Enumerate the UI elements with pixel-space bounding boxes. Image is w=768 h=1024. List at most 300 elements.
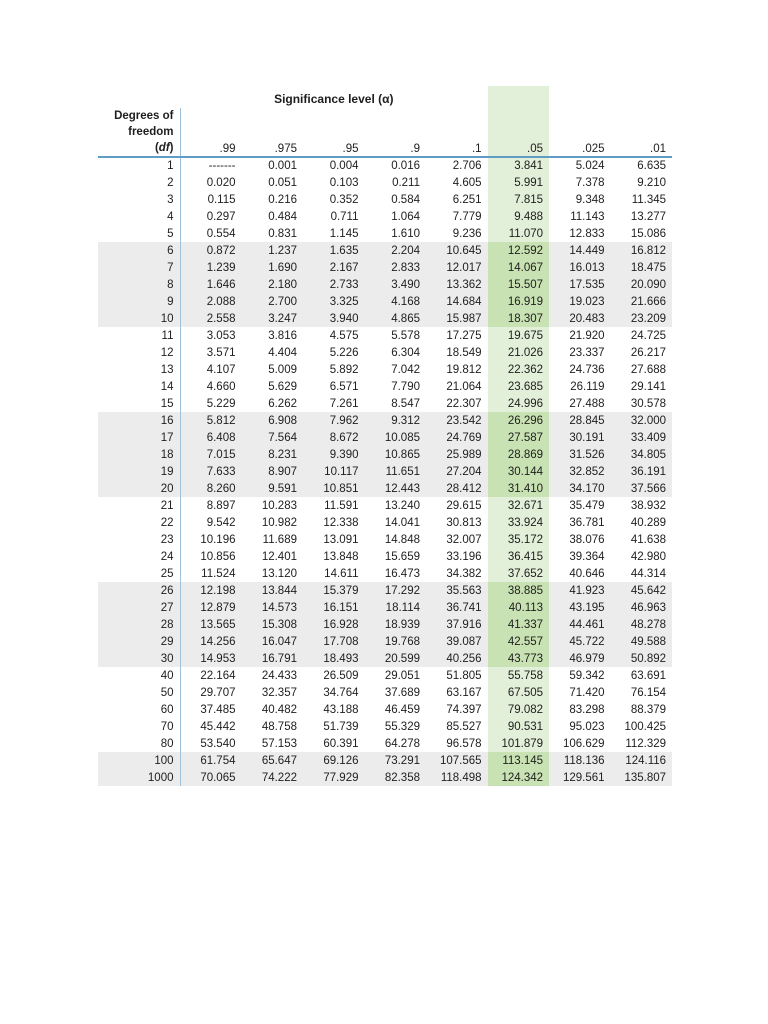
value-cell: 23.685 (488, 378, 550, 395)
df-cell: 22 (98, 514, 180, 531)
value-cell: 6.635 (637, 160, 667, 172)
value-cell: 7.015 (180, 446, 242, 463)
value-cell: 23.542 (426, 412, 488, 429)
value-cell: 10.117 (303, 463, 365, 480)
value-cell: 1.237 (242, 242, 304, 259)
table-row (98, 548, 672, 565)
value-cell: 46.963 (611, 599, 673, 616)
value-cell: 10.851 (303, 480, 365, 497)
value-cell: 11.689 (262, 533, 297, 546)
value-cell: 32.671 (488, 497, 550, 514)
value-cell: 1.646 (180, 276, 242, 293)
value-cell: 21.666 (611, 293, 673, 310)
value-cell: 9.210 (637, 176, 667, 189)
value-cell: 16.919 (488, 293, 550, 310)
value-cell: 113.145 (488, 752, 550, 769)
value-cell: 36.781 (569, 516, 605, 529)
value-cell: 22.164 (200, 669, 236, 682)
value-cell: 10.645 (426, 242, 488, 259)
value-cell: 0.584 (391, 193, 420, 206)
value-cell: 16.928 (303, 616, 365, 633)
value-cell: 25.989 (426, 446, 488, 463)
value-cell: 16.047 (242, 633, 304, 650)
column-header-row (98, 108, 672, 156)
value-cell: 14.848 (384, 533, 420, 546)
value-cell: 10.085 (365, 429, 427, 446)
value-cell: 30.191 (549, 429, 611, 446)
value-cell: 16.791 (242, 650, 304, 667)
value-cell: 0.211 (392, 176, 420, 189)
value-cell: 129.561 (549, 769, 611, 786)
value-cell: 37.652 (488, 565, 550, 582)
table-row (98, 616, 672, 633)
alpha-header-6: .025 (582, 143, 605, 155)
value-cell: 12.443 (365, 480, 427, 497)
value-cell: 101.879 (488, 735, 550, 752)
value-cell: 15.308 (242, 616, 304, 633)
value-cell: 36.191 (611, 463, 673, 480)
table-row (98, 446, 672, 463)
value-cell: 13.091 (323, 533, 359, 546)
table-row (98, 225, 672, 242)
df-cell: 100 (98, 752, 180, 769)
value-cell: 40.482 (261, 703, 297, 716)
value-cell: 3.325 (303, 293, 365, 310)
value-cell: 82.358 (365, 769, 427, 786)
df-cell: 3 (98, 191, 180, 208)
value-cell: 107.565 (426, 752, 488, 769)
value-cell: 88.379 (630, 703, 667, 716)
value-cell: 2.833 (365, 259, 427, 276)
df-cell: 16 (98, 412, 180, 429)
value-cell: 45.722 (549, 633, 611, 650)
df-cell: 11 (98, 327, 180, 344)
df-cell: 19 (98, 463, 180, 480)
value-cell: 49.588 (611, 633, 673, 650)
value-cell: 61.754 (180, 752, 242, 769)
value-cell: 12.879 (180, 599, 242, 616)
value-cell: 21.920 (569, 329, 605, 342)
df-cell: 50 (98, 684, 180, 701)
df-cell: 27 (98, 599, 180, 616)
table-row (98, 429, 672, 446)
value-cell: 0.020 (206, 176, 236, 189)
value-cell: 0.831 (268, 227, 297, 240)
value-cell: 3.490 (365, 276, 427, 293)
value-cell: 4.575 (329, 329, 359, 342)
value-cell: 33.924 (488, 514, 550, 531)
df-cell: 4 (98, 208, 180, 225)
title-spacer (98, 86, 180, 108)
value-cell: 14.041 (384, 516, 420, 529)
table-row (98, 599, 672, 616)
chi-square-table-container (98, 86, 672, 786)
value-cell: 32.357 (261, 686, 297, 699)
value-cell: 2.088 (180, 293, 242, 310)
value-cell: 44.314 (630, 567, 667, 580)
value-cell: 40.289 (630, 516, 667, 529)
value-cell: 3.247 (242, 310, 304, 327)
value-cell: 7.779 (452, 210, 482, 223)
table-row (98, 718, 672, 735)
df-cell: 15 (98, 395, 180, 412)
value-cell: 37.566 (611, 480, 673, 497)
value-cell: 8.260 (180, 480, 242, 497)
value-cell: 0.554 (206, 227, 236, 240)
value-cell: 11.651 (365, 463, 427, 480)
value-cell: 24.769 (426, 429, 488, 446)
value-cell: 15.086 (630, 227, 667, 240)
value-cell: 64.278 (384, 737, 420, 750)
value-cell: 33.196 (446, 550, 482, 563)
table-row (98, 276, 672, 293)
value-cell: 40.113 (488, 599, 550, 616)
value-cell: 13.120 (261, 567, 297, 580)
value-cell: 5.229 (206, 397, 236, 410)
value-cell: 6.571 (329, 380, 359, 393)
table-body (98, 157, 672, 786)
value-cell: 43.773 (488, 650, 550, 667)
value-cell: 2.700 (242, 293, 304, 310)
value-cell: 118.498 (426, 769, 488, 786)
value-cell: 4.865 (365, 310, 427, 327)
value-cell: 19.023 (549, 293, 611, 310)
table-row (98, 735, 672, 752)
value-cell: 44.461 (549, 616, 611, 633)
value-cell: 12.401 (261, 550, 297, 563)
value-cell: 7.815 (488, 191, 550, 208)
value-cell: 26.217 (630, 346, 667, 359)
value-cell: 11.143 (570, 210, 605, 223)
value-cell: 20.483 (549, 310, 611, 327)
value-cell: 4.605 (452, 176, 482, 189)
value-cell: 2.733 (303, 276, 365, 293)
alpha-header-4: .1 (471, 143, 482, 155)
table-row (98, 157, 672, 174)
value-cell: 39.087 (426, 633, 488, 650)
value-cell: 10.865 (365, 446, 427, 463)
value-cell: 6.262 (268, 397, 297, 410)
value-cell: 15.987 (426, 310, 488, 327)
value-cell: 8.547 (391, 397, 420, 410)
value-cell: 17.535 (549, 276, 611, 293)
value-cell: 96.578 (446, 737, 482, 750)
value-cell: 29.051 (384, 669, 420, 682)
value-cell: 28.869 (488, 446, 550, 463)
value-cell: 5.991 (488, 174, 550, 191)
df-cell: 21 (98, 497, 180, 514)
value-cell: 35.563 (426, 582, 488, 599)
value-cell: 24.433 (261, 669, 297, 682)
value-cell: 10.982 (261, 516, 297, 529)
value-cell: 18.307 (488, 310, 550, 327)
table-row (98, 208, 672, 225)
chi-square-critical-values-table (98, 86, 672, 786)
df-cell: 8 (98, 276, 180, 293)
table-row (98, 633, 672, 650)
value-cell: 5.009 (268, 363, 297, 376)
value-cell: 11.591 (324, 499, 359, 512)
value-cell: 65.647 (242, 752, 304, 769)
value-cell: 41.923 (549, 582, 611, 599)
value-cell: 9.390 (303, 446, 365, 463)
value-cell: 23.209 (611, 310, 673, 327)
value-cell: 24.736 (569, 363, 605, 376)
value-cell: 0.297 (206, 210, 236, 223)
value-cell: 20.599 (365, 650, 427, 667)
value-cell: 34.382 (446, 567, 482, 580)
value-cell: 9.312 (365, 412, 427, 429)
table-row (98, 463, 672, 480)
value-cell: 30.813 (446, 516, 482, 529)
value-cell: 48.758 (261, 720, 297, 733)
table-row (98, 395, 672, 412)
degrees-of-freedom-header: Degrees of freedom (df) (98, 108, 180, 156)
alpha-header-1: .975 (274, 143, 297, 155)
value-cell: 15.659 (384, 550, 420, 563)
value-cell: 8.907 (242, 463, 304, 480)
df-cell: 7 (98, 259, 180, 276)
value-cell: 6.251 (452, 193, 482, 206)
value-cell: 23.337 (569, 346, 605, 359)
df-cell: 13 (98, 361, 180, 378)
value-cell: 5.024 (575, 160, 605, 172)
value-cell: 79.082 (488, 701, 550, 718)
value-cell: 14.611 (324, 567, 359, 580)
value-cell: 83.298 (569, 703, 605, 716)
value-cell: 0.001 (268, 160, 297, 172)
value-cell: 24.996 (488, 395, 550, 412)
value-cell: 30.144 (488, 463, 550, 480)
value-cell: 7.790 (391, 380, 420, 393)
df-cell: 1 (98, 157, 180, 174)
alpha-header-3: .9 (410, 143, 420, 155)
df-cell: 24 (98, 548, 180, 565)
value-cell: 38.076 (569, 533, 605, 546)
value-cell: 71.420 (569, 686, 605, 699)
value-cell: 0.103 (329, 176, 359, 189)
df-cell: 17 (98, 429, 180, 446)
value-cell: 19.768 (365, 633, 427, 650)
value-cell: 16.151 (303, 599, 365, 616)
value-cell: 59.342 (569, 669, 605, 682)
value-cell: 36.415 (488, 548, 550, 565)
value-cell: 14.067 (488, 259, 550, 276)
value-cell: 12.338 (323, 516, 359, 529)
table-row (98, 259, 672, 276)
value-cell: 63.167 (446, 686, 482, 699)
value-cell: 32.000 (611, 412, 673, 429)
value-cell: 18.939 (365, 616, 427, 633)
value-cell: 16.473 (384, 567, 420, 580)
value-cell: 124.342 (488, 769, 550, 786)
value-cell: 5.226 (329, 346, 359, 359)
value-cell: 2.204 (365, 242, 427, 259)
value-cell: 5.578 (391, 329, 420, 342)
value-cell: 124.116 (611, 752, 673, 769)
alpha-header-7: .01 (650, 143, 667, 155)
table-row (98, 769, 672, 786)
table-row (98, 514, 672, 531)
value-cell: 76.154 (630, 686, 667, 699)
value-cell: 73.291 (365, 752, 427, 769)
df-cell: 2 (98, 174, 180, 191)
value-cell: 112.329 (625, 737, 667, 750)
value-cell: 19.812 (446, 363, 482, 376)
df-cell: 1000 (98, 769, 180, 786)
value-cell: 17.292 (365, 582, 427, 599)
value-cell: 0.484 (268, 210, 297, 223)
value-cell: 13.565 (180, 616, 242, 633)
table-row (98, 327, 672, 344)
value-cell: 41.337 (488, 616, 550, 633)
value-cell: 14.256 (180, 633, 242, 650)
table-row (98, 701, 672, 718)
value-cell: 51.739 (323, 720, 359, 733)
table-row (98, 684, 672, 701)
value-cell: ------- (208, 160, 236, 172)
value-cell: 14.449 (549, 242, 611, 259)
value-cell: 12.017 (426, 259, 488, 276)
value-cell: 27.587 (488, 429, 550, 446)
value-cell: 2.558 (180, 310, 242, 327)
value-cell: 35.172 (488, 531, 550, 548)
value-cell: 40.256 (426, 650, 488, 667)
value-cell: 6.304 (391, 346, 420, 359)
value-cell: 30.578 (630, 397, 667, 410)
value-cell: 27.204 (426, 463, 488, 480)
value-cell: 1.610 (391, 227, 420, 240)
value-cell: 90.531 (488, 718, 550, 735)
value-cell: 21.026 (488, 344, 550, 361)
value-cell: 28.845 (549, 412, 611, 429)
value-cell: 29.615 (446, 499, 482, 512)
table-row (98, 480, 672, 497)
value-cell: 37.485 (200, 703, 236, 716)
value-cell: 31.410 (488, 480, 550, 497)
value-cell: 11.345 (631, 193, 667, 206)
value-cell: 13.277 (630, 210, 667, 223)
df-cell: 20 (98, 480, 180, 497)
value-cell: 13.240 (384, 499, 420, 512)
value-cell: 31.526 (549, 446, 611, 463)
value-cell: 32.007 (446, 533, 482, 546)
df-cell: 23 (98, 531, 180, 548)
table-row (98, 412, 672, 429)
value-cell: 4.660 (206, 380, 236, 393)
value-cell: 1.064 (391, 210, 420, 223)
value-cell: 26.119 (570, 380, 605, 393)
value-cell: 18.493 (303, 650, 365, 667)
highlight-column-top (488, 86, 550, 108)
value-cell: 33.409 (611, 429, 673, 446)
df-cell: 25 (98, 565, 180, 582)
value-cell: 0.016 (391, 160, 420, 172)
value-cell: 8.897 (206, 499, 236, 512)
df-cell: 60 (98, 701, 180, 718)
value-cell: 0.352 (329, 193, 359, 206)
value-cell: 3.940 (303, 310, 365, 327)
df-cell: 12 (98, 344, 180, 361)
value-cell: 5.812 (180, 412, 242, 429)
table-row (98, 667, 672, 684)
table-row (98, 361, 672, 378)
value-cell: 9.488 (488, 208, 550, 225)
value-cell: 29.141 (630, 380, 667, 393)
value-cell: 17.708 (303, 633, 365, 650)
value-cell: 63.691 (630, 669, 667, 682)
value-cell: 3.816 (268, 329, 297, 342)
value-cell: 34.764 (323, 686, 359, 699)
table-row (98, 650, 672, 667)
value-cell: 4.404 (268, 346, 297, 359)
value-cell: 46.459 (384, 703, 420, 716)
df-cell: 70 (98, 718, 180, 735)
df-cell: 14 (98, 378, 180, 395)
value-cell: 67.505 (488, 684, 550, 701)
value-cell: 2.706 (452, 160, 482, 172)
df-cell: 80 (98, 735, 180, 752)
value-cell: 6.908 (242, 412, 304, 429)
value-cell: 3.053 (206, 329, 236, 342)
value-cell: 18.475 (611, 259, 673, 276)
value-cell: 9.542 (206, 516, 236, 529)
value-cell: 39.364 (569, 550, 605, 563)
value-cell: 53.540 (200, 737, 236, 750)
value-cell: 7.633 (180, 463, 242, 480)
value-cell: 13.848 (323, 550, 359, 563)
value-cell: 0.872 (180, 242, 242, 259)
df-cell: 26 (98, 582, 180, 599)
value-cell: 3.571 (206, 346, 236, 359)
value-cell: 2.180 (242, 276, 304, 293)
table-row (98, 344, 672, 361)
value-cell: 21.064 (446, 380, 482, 393)
value-cell: 42.557 (488, 633, 550, 650)
value-cell: 16.812 (611, 242, 673, 259)
value-cell: 12.198 (180, 582, 242, 599)
value-cell: 35.479 (569, 499, 605, 512)
value-cell: 7.042 (391, 363, 420, 376)
value-cell: 9.236 (452, 227, 482, 240)
value-cell: 24.725 (630, 329, 667, 342)
value-cell: 4.168 (365, 293, 427, 310)
table-row (98, 242, 672, 259)
value-cell: 18.114 (365, 599, 427, 616)
table-row (98, 531, 672, 548)
value-cell: 57.153 (261, 737, 297, 750)
value-cell: 46.979 (549, 650, 611, 667)
value-cell: 0.051 (268, 176, 297, 189)
table-row (98, 174, 672, 191)
value-cell: 55.758 (488, 667, 550, 684)
value-cell: 95.023 (569, 720, 605, 733)
value-cell: 74.222 (242, 769, 304, 786)
df-cell: 29 (98, 633, 180, 650)
value-cell: 16.013 (549, 259, 611, 276)
value-cell: 12.592 (488, 242, 550, 259)
value-cell: 17.275 (446, 329, 482, 342)
value-cell: 45.642 (611, 582, 673, 599)
alpha-header-2: .95 (342, 143, 359, 155)
value-cell: 50.892 (611, 650, 673, 667)
df-cell: 18 (98, 446, 180, 463)
value-cell: 19.675 (488, 327, 550, 344)
df-cell: 10 (98, 310, 180, 327)
df-cell: 28 (98, 616, 180, 633)
value-cell: 0.216 (268, 193, 297, 206)
alpha-header-0: .99 (219, 143, 236, 155)
